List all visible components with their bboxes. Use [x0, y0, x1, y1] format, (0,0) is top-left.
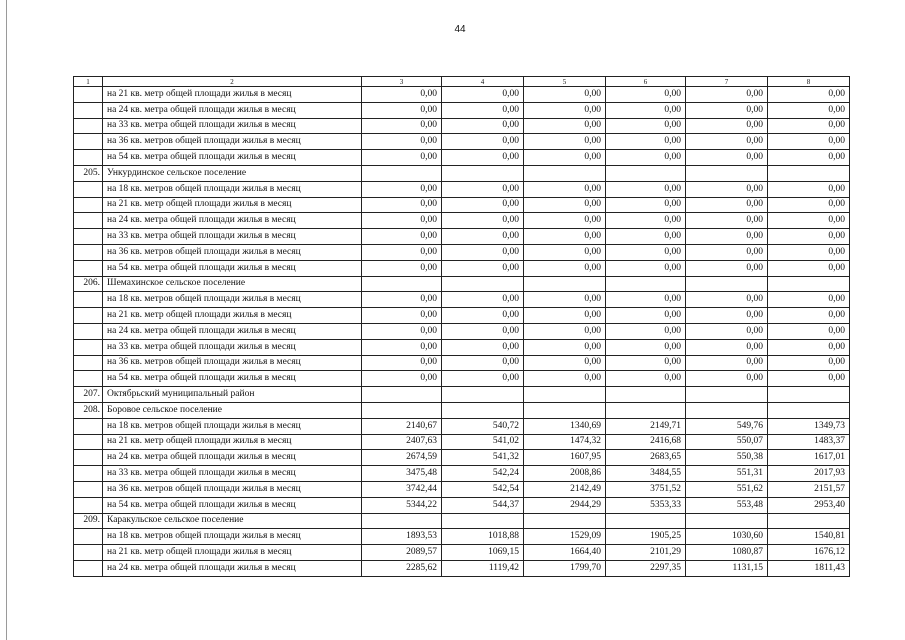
value-cell: 542,54: [442, 481, 524, 497]
table-row: [74, 181, 850, 197]
value-cell: 551,62: [686, 481, 768, 497]
value-cell: 0,00: [442, 87, 524, 103]
value-cell: 0,00: [362, 118, 442, 134]
section-title: Октябрьский муниципальный район: [103, 387, 362, 403]
row-description: на 54 кв. метра общей площади жилья в месяц: [103, 260, 362, 276]
value-cell: 1474,32: [524, 434, 606, 450]
value-cell: 1483,37: [768, 434, 850, 450]
value-cell: 0,00: [686, 181, 768, 197]
row-number: [74, 181, 103, 197]
value-cell: [606, 276, 686, 292]
value-cell: 0,00: [362, 292, 442, 308]
value-cell: 0,00: [768, 134, 850, 150]
value-cell: 0,00: [442, 213, 524, 229]
value-cell: 1018,88: [442, 529, 524, 545]
row-number: 206.: [74, 276, 103, 292]
value-cell: 0,00: [606, 339, 686, 355]
value-cell: 0,00: [524, 323, 606, 339]
value-cell: 2285,62: [362, 560, 442, 576]
value-cell: 0,00: [362, 134, 442, 150]
value-cell: 0,00: [442, 339, 524, 355]
value-cell: 2407,63: [362, 434, 442, 450]
row-description: на 21 кв. метр общей площади жилья в месяц: [103, 434, 362, 450]
value-cell: 0,00: [362, 150, 442, 166]
row-number: [74, 371, 103, 387]
value-cell: 0,00: [524, 150, 606, 166]
value-cell: 550,38: [686, 450, 768, 466]
value-cell: 2151,57: [768, 481, 850, 497]
table-row: [74, 466, 850, 482]
value-cell: 0,00: [442, 371, 524, 387]
value-cell: [442, 387, 524, 403]
value-cell: 1607,95: [524, 450, 606, 466]
value-cell: 0,00: [362, 323, 442, 339]
value-cell: 0,00: [686, 150, 768, 166]
value-cell: 0,00: [524, 134, 606, 150]
row-number: [74, 197, 103, 213]
section-title: Каракульское сельское поселение: [103, 513, 362, 529]
value-cell: 1811,43: [768, 560, 850, 576]
row-description: на 18 кв. метров общей площади жилья в месяц: [103, 529, 362, 545]
value-cell: 0,00: [442, 102, 524, 118]
value-cell: 0,00: [524, 181, 606, 197]
value-cell: 2017,93: [768, 466, 850, 482]
row-number: [74, 229, 103, 245]
column-number-row: [74, 77, 850, 87]
value-cell: 0,00: [768, 102, 850, 118]
row-description: на 21 кв. метр общей площади жилья в месяц: [103, 197, 362, 213]
value-cell: 0,00: [362, 260, 442, 276]
value-cell: 2140,67: [362, 418, 442, 434]
table-row: [74, 87, 850, 103]
value-cell: 1617,01: [768, 450, 850, 466]
value-cell: 0,00: [362, 102, 442, 118]
value-cell: 0,00: [524, 213, 606, 229]
table-row: [74, 308, 850, 324]
value-cell: 0,00: [442, 150, 524, 166]
row-number: 208.: [74, 402, 103, 418]
value-cell: 0,00: [768, 339, 850, 355]
table-row: [74, 529, 850, 545]
row-description: на 24 кв. метра общей площади жилья в месяц: [103, 213, 362, 229]
value-cell: 0,00: [524, 118, 606, 134]
row-number: 207.: [74, 387, 103, 403]
value-cell: 0,00: [442, 308, 524, 324]
value-cell: 1131,15: [686, 560, 768, 576]
row-number: 205.: [74, 165, 103, 181]
value-cell: 0,00: [442, 323, 524, 339]
value-cell: 0,00: [686, 260, 768, 276]
row-number: [74, 213, 103, 229]
value-cell: 0,00: [362, 87, 442, 103]
value-cell: [606, 165, 686, 181]
value-cell: 0,00: [606, 371, 686, 387]
row-description: на 33 кв. метра общей площади жилья в месяц: [103, 118, 362, 134]
value-cell: 0,00: [606, 134, 686, 150]
value-cell: 0,00: [524, 339, 606, 355]
section-row: [74, 402, 850, 418]
value-cell: 0,00: [606, 292, 686, 308]
row-number: [74, 434, 103, 450]
table-row: [74, 418, 850, 434]
value-cell: [362, 513, 442, 529]
value-cell: 541,02: [442, 434, 524, 450]
row-description: на 54 кв. метра общей площади жилья в месяц: [103, 497, 362, 513]
value-cell: [606, 513, 686, 529]
value-cell: 0,00: [606, 244, 686, 260]
row-description: на 36 кв. метров общей площади жилья в месяц: [103, 355, 362, 371]
row-number: [74, 418, 103, 434]
value-cell: 1664,40: [524, 545, 606, 561]
value-cell: 0,00: [768, 87, 850, 103]
value-cell: [686, 402, 768, 418]
value-cell: 0,00: [524, 308, 606, 324]
value-cell: 1529,09: [524, 529, 606, 545]
value-cell: 0,00: [606, 355, 686, 371]
value-cell: 0,00: [606, 229, 686, 245]
value-cell: 2089,57: [362, 545, 442, 561]
row-number: [74, 260, 103, 276]
table-row: [74, 339, 850, 355]
value-cell: 0,00: [362, 339, 442, 355]
value-cell: 0,00: [524, 87, 606, 103]
row-number: [74, 134, 103, 150]
value-cell: 0,00: [362, 308, 442, 324]
value-cell: 0,00: [768, 244, 850, 260]
table-row: [74, 197, 850, 213]
value-cell: 0,00: [768, 118, 850, 134]
row-number: [74, 529, 103, 545]
value-cell: 1080,87: [686, 545, 768, 561]
value-cell: 1676,12: [768, 545, 850, 561]
row-description: на 21 кв. метр общей площади жилья в месяц: [103, 308, 362, 324]
value-cell: [686, 387, 768, 403]
value-cell: 0,00: [768, 323, 850, 339]
value-cell: 541,32: [442, 450, 524, 466]
value-cell: 0,00: [606, 260, 686, 276]
value-cell: 0,00: [768, 150, 850, 166]
value-cell: 544,37: [442, 497, 524, 513]
value-cell: [362, 387, 442, 403]
row-number: 209.: [74, 513, 103, 529]
value-cell: [686, 513, 768, 529]
value-cell: 0,00: [606, 150, 686, 166]
table-row: [74, 371, 850, 387]
table-row: [74, 260, 850, 276]
value-cell: 2008,86: [524, 466, 606, 482]
column-number: 5: [524, 77, 606, 87]
value-cell: [362, 276, 442, 292]
value-cell: 3475,48: [362, 466, 442, 482]
value-cell: 0,00: [686, 197, 768, 213]
table-row: [74, 102, 850, 118]
value-cell: 1349,73: [768, 418, 850, 434]
value-cell: 1030,60: [686, 529, 768, 545]
value-cell: 0,00: [524, 371, 606, 387]
value-cell: 0,00: [606, 213, 686, 229]
value-cell: [524, 402, 606, 418]
value-cell: 0,00: [606, 102, 686, 118]
value-cell: 1540,81: [768, 529, 850, 545]
value-cell: 1069,15: [442, 545, 524, 561]
value-cell: 2953,40: [768, 497, 850, 513]
row-number: [74, 118, 103, 134]
value-cell: 549,76: [686, 418, 768, 434]
row-description: на 36 кв. метров общей площади жилья в месяц: [103, 244, 362, 260]
value-cell: 3751,52: [606, 481, 686, 497]
value-cell: [686, 276, 768, 292]
value-cell: 0,00: [442, 118, 524, 134]
column-number: 3: [362, 77, 442, 87]
table-row: [74, 213, 850, 229]
table-row: [74, 244, 850, 260]
row-number: [74, 339, 103, 355]
value-cell: [524, 165, 606, 181]
value-cell: 0,00: [768, 181, 850, 197]
row-number: [74, 244, 103, 260]
section-row: [74, 513, 850, 529]
row-number: [74, 102, 103, 118]
row-description: на 54 кв. метра общей площади жилья в месяц: [103, 150, 362, 166]
value-cell: 0,00: [524, 355, 606, 371]
row-description: на 36 кв. метров общей площади жилья в месяц: [103, 134, 362, 150]
value-cell: 5353,33: [606, 497, 686, 513]
value-cell: 0,00: [524, 229, 606, 245]
row-description: на 18 кв. метров общей площади жилья в месяц: [103, 292, 362, 308]
value-cell: 0,00: [524, 102, 606, 118]
value-cell: 0,00: [362, 229, 442, 245]
row-number: [74, 560, 103, 576]
column-number: 6: [606, 77, 686, 87]
section-row: [74, 387, 850, 403]
value-cell: 0,00: [686, 87, 768, 103]
value-cell: 1799,70: [524, 560, 606, 576]
value-cell: 3484,55: [606, 466, 686, 482]
value-cell: [606, 402, 686, 418]
value-cell: 0,00: [442, 244, 524, 260]
value-cell: 0,00: [606, 308, 686, 324]
row-number: [74, 87, 103, 103]
table-row: [74, 497, 850, 513]
value-cell: 0,00: [362, 213, 442, 229]
page-edge-line: [6, 0, 7, 640]
value-cell: 0,00: [686, 213, 768, 229]
column-number: 4: [442, 77, 524, 87]
value-cell: 551,31: [686, 466, 768, 482]
value-cell: 0,00: [362, 371, 442, 387]
value-cell: 0,00: [442, 292, 524, 308]
value-cell: 0,00: [686, 134, 768, 150]
value-cell: 542,24: [442, 466, 524, 482]
row-description: на 36 кв. метров общей площади жилья в месяц: [103, 481, 362, 497]
section-title: Боровое сельское поселение: [103, 402, 362, 418]
section-title: Шемахинское сельское поселение: [103, 276, 362, 292]
table-row: [74, 481, 850, 497]
value-cell: 1119,42: [442, 560, 524, 576]
value-cell: [686, 165, 768, 181]
value-cell: 2683,65: [606, 450, 686, 466]
table-row: [74, 355, 850, 371]
value-cell: 1340,69: [524, 418, 606, 434]
value-cell: 550,07: [686, 434, 768, 450]
value-cell: [524, 513, 606, 529]
value-cell: 0,00: [686, 292, 768, 308]
value-cell: [524, 276, 606, 292]
value-cell: 0,00: [442, 229, 524, 245]
value-cell: 0,00: [606, 181, 686, 197]
value-cell: 2297,35: [606, 560, 686, 576]
value-cell: 0,00: [768, 260, 850, 276]
value-cell: [442, 402, 524, 418]
value-cell: 0,00: [362, 244, 442, 260]
table-body: [74, 77, 850, 577]
value-cell: 3742,44: [362, 481, 442, 497]
value-cell: [768, 165, 850, 181]
value-cell: 0,00: [768, 371, 850, 387]
row-number: [74, 466, 103, 482]
value-cell: 0,00: [768, 197, 850, 213]
value-cell: 540,72: [442, 418, 524, 434]
value-cell: 0,00: [686, 244, 768, 260]
value-cell: 2674,59: [362, 450, 442, 466]
value-cell: [362, 165, 442, 181]
value-cell: 553,48: [686, 497, 768, 513]
value-cell: 0,00: [362, 355, 442, 371]
value-cell: 0,00: [686, 339, 768, 355]
value-cell: 1893,53: [362, 529, 442, 545]
value-cell: 0,00: [686, 118, 768, 134]
tariff-table: [73, 76, 850, 577]
row-number: [74, 450, 103, 466]
row-description: на 33 кв. метра общей площади жилья в месяц: [103, 339, 362, 355]
value-cell: 2101,29: [606, 545, 686, 561]
row-description: на 33 кв. метра общей площади жилья в месяц: [103, 229, 362, 245]
row-description: на 24 кв. метра общей площади жилья в месяц: [103, 560, 362, 576]
value-cell: 0,00: [606, 87, 686, 103]
table-row: [74, 229, 850, 245]
section-title: Ункурдинское сельское поселение: [103, 165, 362, 181]
value-cell: 0,00: [524, 292, 606, 308]
value-cell: 2142,49: [524, 481, 606, 497]
value-cell: [768, 513, 850, 529]
value-cell: 0,00: [768, 292, 850, 308]
value-cell: 0,00: [442, 260, 524, 276]
column-number: 2: [103, 77, 362, 87]
value-cell: 0,00: [442, 197, 524, 213]
table-row: [74, 292, 850, 308]
value-cell: 1905,25: [606, 529, 686, 545]
section-row: [74, 276, 850, 292]
row-number: [74, 481, 103, 497]
value-cell: 0,00: [524, 244, 606, 260]
value-cell: 0,00: [442, 355, 524, 371]
value-cell: 0,00: [606, 323, 686, 339]
row-description: на 54 кв. метра общей площади жилья в месяц: [103, 371, 362, 387]
row-number: [74, 497, 103, 513]
section-row: [74, 165, 850, 181]
row-number: [74, 292, 103, 308]
row-description: на 21 кв. метр общей площади жилья в месяц: [103, 87, 362, 103]
value-cell: [768, 387, 850, 403]
column-number: 1: [74, 77, 103, 87]
value-cell: 0,00: [524, 260, 606, 276]
value-cell: 0,00: [686, 229, 768, 245]
value-cell: 0,00: [768, 213, 850, 229]
row-number: [74, 355, 103, 371]
row-description: на 18 кв. метров общей площади жилья в месяц: [103, 181, 362, 197]
value-cell: 0,00: [362, 181, 442, 197]
table-row: [74, 150, 850, 166]
table-row: [74, 323, 850, 339]
table-row: [74, 134, 850, 150]
value-cell: [362, 402, 442, 418]
page-number: 44: [454, 24, 466, 35]
value-cell: 0,00: [442, 134, 524, 150]
value-cell: [524, 387, 606, 403]
value-cell: [768, 402, 850, 418]
row-number: [74, 308, 103, 324]
value-cell: 0,00: [442, 181, 524, 197]
row-description: на 18 кв. метров общей площади жилья в месяц: [103, 418, 362, 434]
value-cell: 0,00: [686, 102, 768, 118]
table-row: [74, 450, 850, 466]
value-cell: 0,00: [686, 323, 768, 339]
table-row: [74, 434, 850, 450]
value-cell: 2149,71: [606, 418, 686, 434]
value-cell: 0,00: [606, 118, 686, 134]
table-row: [74, 560, 850, 576]
table-row: [74, 118, 850, 134]
row-number: [74, 545, 103, 561]
value-cell: 0,00: [686, 308, 768, 324]
value-cell: [442, 513, 524, 529]
value-cell: 0,00: [768, 308, 850, 324]
row-number: [74, 150, 103, 166]
row-description: на 21 кв. метр общей площади жилья в месяц: [103, 545, 362, 561]
row-number: [74, 323, 103, 339]
value-cell: [442, 165, 524, 181]
column-number: 8: [768, 77, 850, 87]
row-description: на 24 кв. метра общей площади жилья в месяц: [103, 102, 362, 118]
value-cell: 5344,22: [362, 497, 442, 513]
value-cell: 2416,68: [606, 434, 686, 450]
value-cell: 0,00: [606, 197, 686, 213]
value-cell: 0,00: [686, 355, 768, 371]
table-row: [74, 545, 850, 561]
row-description: на 33 кв. метра общей площади жилья в месяц: [103, 466, 362, 482]
value-cell: 2944,29: [524, 497, 606, 513]
row-description: на 24 кв. метра общей площади жилья в месяц: [103, 450, 362, 466]
value-cell: 0,00: [768, 229, 850, 245]
value-cell: 0,00: [768, 355, 850, 371]
row-description: на 24 кв. метра общей площади жилья в месяц: [103, 323, 362, 339]
column-number: 7: [686, 77, 768, 87]
value-cell: 0,00: [362, 197, 442, 213]
value-cell: 0,00: [524, 197, 606, 213]
value-cell: [442, 276, 524, 292]
value-cell: 0,00: [686, 371, 768, 387]
value-cell: [606, 387, 686, 403]
value-cell: [768, 276, 850, 292]
